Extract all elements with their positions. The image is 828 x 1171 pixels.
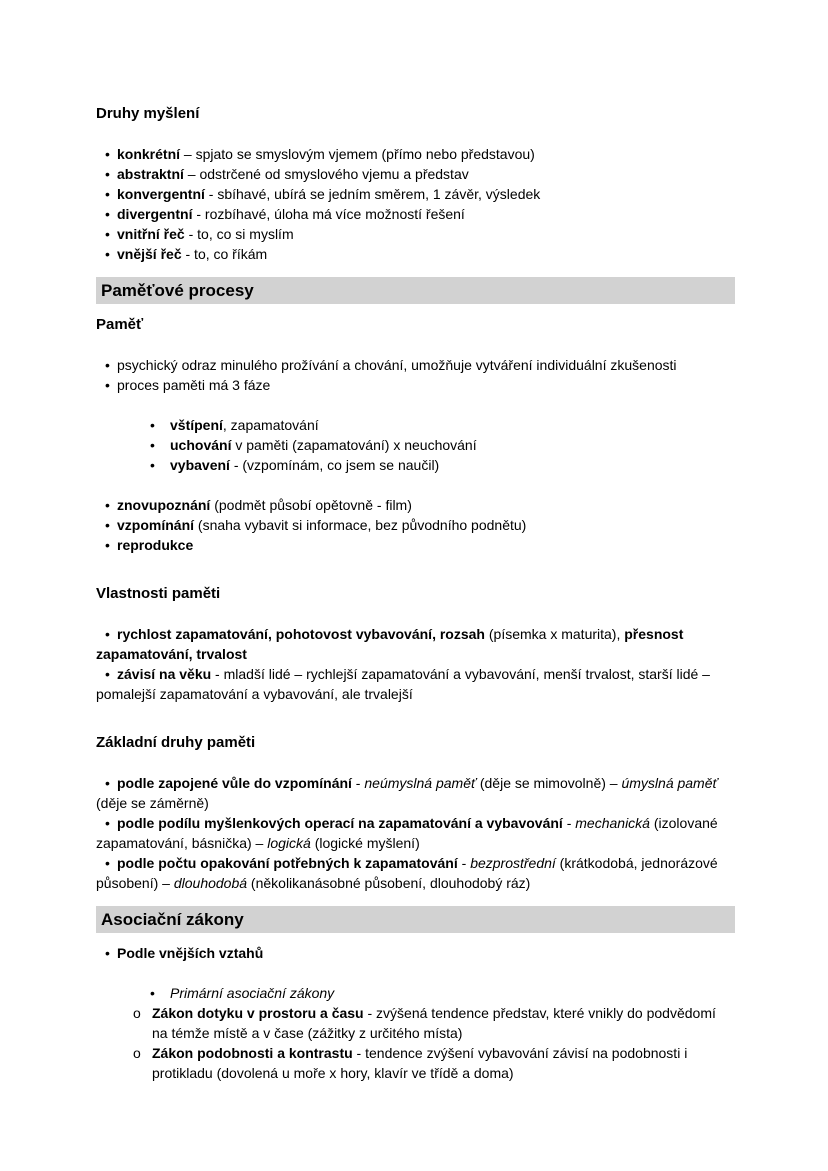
text-run: podle zapojené vůle do vzpomínání xyxy=(117,775,352,791)
list-item-level1 xyxy=(96,375,735,395)
bullet-marker: • xyxy=(105,945,110,961)
text-run: (několikanásobné působení, dlouhodobý ráz) xyxy=(247,875,531,891)
list-item-level1 xyxy=(96,773,735,813)
bullet-marker: • xyxy=(150,417,155,433)
blank-line xyxy=(96,753,735,773)
list-item-level1 xyxy=(96,204,735,224)
text-run: konkrétní xyxy=(117,146,181,162)
text-run: vzpomínání xyxy=(117,517,195,533)
bullet-marker: • xyxy=(105,666,110,682)
bullet-marker: • xyxy=(105,357,110,373)
list-item-level1 xyxy=(96,943,735,963)
bullet-marker: • xyxy=(105,166,110,182)
blank-line xyxy=(96,395,735,415)
section-banner xyxy=(96,277,735,304)
bullet-marker: • xyxy=(105,855,110,871)
section-heading xyxy=(96,583,735,604)
text-run: neúmyslná paměť xyxy=(364,775,476,791)
text-run: Vlastnosti paměti xyxy=(96,585,221,602)
text-run: rychlost zapamatování, pohotovost vybavování, rozsah xyxy=(117,626,485,642)
list-item-level1 xyxy=(96,224,735,244)
text-run: – spjato se smyslovým vjemem (přímo nebo představou) xyxy=(180,146,535,162)
text-run: Druhy myšlení xyxy=(96,105,200,122)
bullet-marker: • xyxy=(105,186,110,202)
text-run: - mladší lidé – rychlejší zapamatování a vybavování, menší trvalost, starší lidé – pomalejší zapamatování a vybavování, ale trvalejší xyxy=(96,666,710,702)
list-item-level1 xyxy=(96,813,735,853)
list-item-level1 xyxy=(96,164,735,184)
text-run: přesnost zapamatování, trvalost xyxy=(96,626,684,662)
text-run: vnější řeč xyxy=(117,246,182,262)
bullet-marker: • xyxy=(150,457,155,473)
text-run: (děje se mimovolně) – xyxy=(475,775,622,791)
list-item-level1 xyxy=(96,664,735,704)
bullet-marker: • xyxy=(105,815,110,831)
text-run: – odstrčené od smyslového vjemu a představ xyxy=(183,166,469,182)
text-run: (logické myšlení) xyxy=(310,835,420,851)
text-run: v paměti (zapamatování) x neuchování xyxy=(231,437,477,453)
text-run: znovupoznání xyxy=(117,497,211,513)
list-item-level2 xyxy=(96,415,735,435)
section-banner xyxy=(96,906,735,933)
text-run: , zapamatování xyxy=(222,417,319,433)
blank-line xyxy=(96,963,735,983)
text-run: (izolované zapamatování, básnička) – xyxy=(96,815,718,851)
text-run: mechanická xyxy=(575,815,650,831)
text-run: vnitřní řeč xyxy=(117,226,185,242)
text-run: úmyslná paměť xyxy=(621,775,718,791)
blank-line xyxy=(96,604,735,624)
bullet-marker: • xyxy=(105,146,110,162)
text-run: konvergentní xyxy=(117,186,205,202)
bullet-marker: • xyxy=(150,985,155,1001)
bullet-marker: • xyxy=(105,775,110,791)
text-run: reprodukce xyxy=(117,537,194,553)
bullet-marker: • xyxy=(105,497,110,513)
text-run: Primární asociační zákony xyxy=(170,985,335,1001)
list-item-level3 xyxy=(96,1043,735,1083)
text-run: Zákon podobnosti a kontrastu xyxy=(152,1045,353,1061)
text-run: logická xyxy=(267,835,311,851)
text-run: proces paměti má 3 fáze xyxy=(117,377,271,393)
text-run: Podle vnějších vztahů xyxy=(117,945,264,961)
bullet-marker: • xyxy=(105,517,110,533)
bullet-marker: • xyxy=(105,537,110,553)
text-run: Zákon dotyku v prostoru a času xyxy=(152,1005,364,1021)
list-item-level1 xyxy=(96,853,735,893)
list-item-level1 xyxy=(96,244,735,264)
text-run: uchování xyxy=(170,437,232,453)
blank-line xyxy=(96,475,735,495)
text-run: dlouhodobá xyxy=(173,875,248,891)
text-run: - xyxy=(562,815,576,831)
text-run: bezprostřední xyxy=(470,855,556,871)
section-heading xyxy=(96,732,735,753)
blank-line xyxy=(96,124,735,144)
list-item-level1 xyxy=(96,624,735,664)
blank-line xyxy=(96,335,735,355)
list-item-level1 xyxy=(96,495,735,515)
bullet-marker: • xyxy=(105,226,110,242)
text-run: (písemka x maturita), xyxy=(484,626,625,642)
section-heading xyxy=(96,314,735,335)
text-run: abstraktní xyxy=(117,166,184,182)
text-run: podle podílu myšlenkových operací na zapamatování a vybavování xyxy=(117,815,563,831)
bullet-marker: • xyxy=(105,206,110,222)
text-run: - tendence zvýšení vybavování závisí na podobnosti i protikladu (dovolená u moře x hory, klavír ve třídě a doma) xyxy=(152,1045,688,1081)
list-item-level2 xyxy=(96,455,735,475)
bullet-marker: • xyxy=(105,246,110,262)
blank-line xyxy=(96,555,735,575)
text-run: - (vzpomínám, co jsem se naučil) xyxy=(229,457,440,473)
text-run: - rozbíhavé, úloha má více možností řešení xyxy=(192,206,465,222)
text-run: vštípení xyxy=(170,417,223,433)
text-run: divergentní xyxy=(117,206,193,222)
list-item-level1 xyxy=(96,355,735,375)
text-run: - to, co si myslím xyxy=(184,226,294,242)
bullet-marker: o xyxy=(133,1005,141,1021)
list-item-level2 xyxy=(96,435,735,455)
bullet-marker: • xyxy=(105,377,110,393)
text-run: Základní druhy paměti xyxy=(96,734,256,751)
list-item-level3 xyxy=(96,1003,735,1043)
document-body xyxy=(96,103,735,1083)
list-item-level1 xyxy=(96,515,735,535)
list-item-level1 xyxy=(96,184,735,204)
bullet-marker: • xyxy=(150,437,155,453)
text-run: Asociační zákony xyxy=(101,910,244,929)
text-run: - zvýšená tendence představ, které vnikly do podvědomí na témže místě a v čase (zážitky z určitého místa) xyxy=(152,1005,716,1041)
blank-line xyxy=(96,704,735,724)
text-run: (děje se záměrně) xyxy=(96,795,209,811)
list-item-level1 xyxy=(96,535,735,555)
text-run: (snaha vybavit si informace, bez původního podnětu) xyxy=(194,517,527,533)
section-heading xyxy=(96,103,735,124)
text-run: vybavení xyxy=(170,457,230,473)
text-run: - to, co říkám xyxy=(181,246,268,262)
text-run: (krátkodobá, jednorázové působení) – xyxy=(96,855,718,891)
text-run: psychický odraz minulého prožívání a chování, umožňuje vytváření individuální zkušenosti xyxy=(117,357,677,373)
bullet-marker: o xyxy=(133,1045,141,1061)
text-run: (podmět působí opětovně - film) xyxy=(210,497,412,513)
bullet-marker: • xyxy=(105,626,110,642)
list-item-level2 xyxy=(96,983,735,1003)
text-run: podle počtu opakování potřebných k zapamatování xyxy=(117,855,458,871)
text-run: závisí na věku xyxy=(117,666,212,682)
text-run: - sbíhavé, ubírá se jedním směrem, 1 závěr, výsledek xyxy=(204,186,541,202)
text-run: - xyxy=(351,775,365,791)
text-run: - xyxy=(457,855,471,871)
list-item-level1 xyxy=(96,144,735,164)
text-run: Paměť xyxy=(96,316,144,333)
text-run: Paměťové procesy xyxy=(101,281,254,300)
